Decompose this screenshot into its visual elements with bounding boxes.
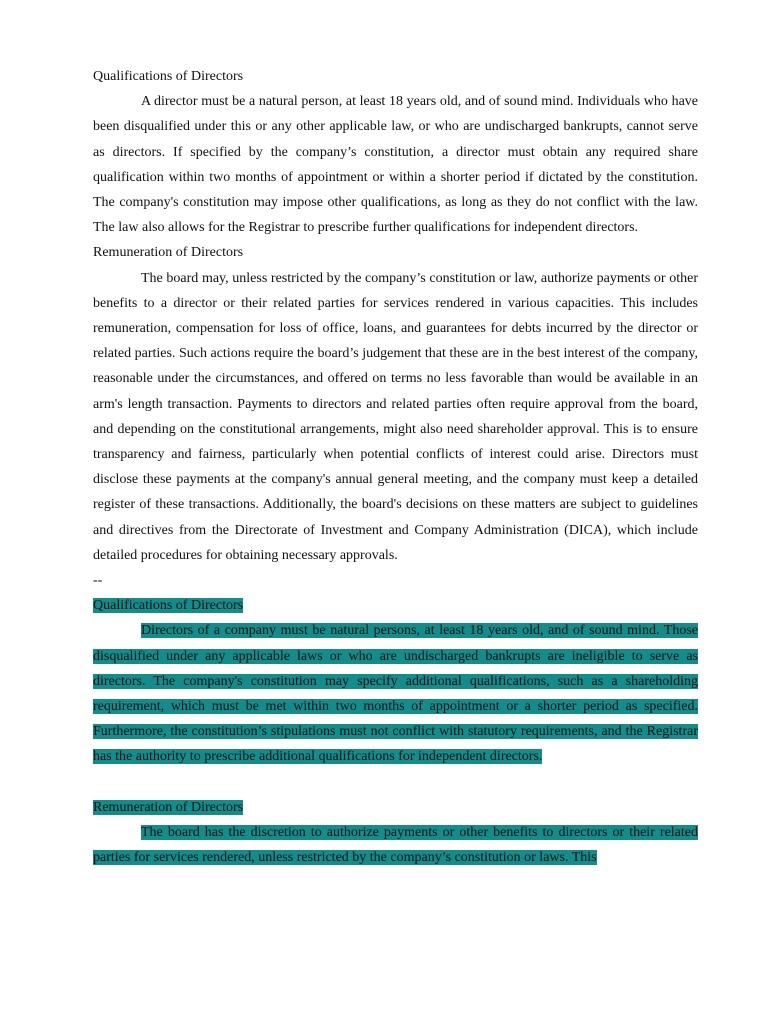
separator: -- bbox=[93, 573, 103, 589]
highlighted-paragraph-remuneration bbox=[93, 820, 698, 870]
heading-qualifications bbox=[93, 64, 698, 89]
highlighted-paragraph-qualifications bbox=[93, 618, 698, 769]
highlighted-heading-remuneration bbox=[93, 795, 698, 820]
heading-remuneration bbox=[93, 240, 698, 265]
heading-text: Remuneration of Directors bbox=[93, 245, 244, 261]
highlighted-heading-qualifications bbox=[93, 593, 698, 618]
blank-line bbox=[93, 770, 698, 795]
highlighted-heading-text: Qualifications of Directors bbox=[93, 598, 244, 614]
heading-text: Qualifications of Directors bbox=[93, 69, 244, 84]
paragraph-qualifications: A director must be a natural person, at least 18 years old, and of sound mind. Individuals who have been disqualified under this or any other applicable law, or who are undischarged bankrupts, cannot serve as directors. If specified by the company’s constitution, a director must obtain any required share qualification within two months of appointment or within a shorter period if dictated by the constitution. The company's constitution may impose other qualifications, as long as they do not conflict with the law. The law also allows for the Registrar to prescribe further qualifications for independent directors. bbox=[93, 94, 698, 236]
highlighted-paragraph-text: The board has the discretion to authorize payments or other benefits to directors or their related parties for services rendered, unless restricted by the company’s constitution or laws. This bbox=[93, 825, 698, 866]
document-page bbox=[93, 64, 698, 870]
paragraph-remuneration: The board may, unless restricted by the company’s constitution or law, authorize payments or other benefits to a director or their related parties for services rendered in various capacities. This includes remuneration, compensation for loss of office, loans, and guarantees for debts incurred by the director or related parties. Such actions require the board’s judgement that these are in the best interest of the company, reasonable under the circumstances, and offered on terms no less favorable than would be available in an arm's length transaction. Payments to directors and related parties often require approval from the board, and depending on the constitutional arrangements, might also need shareholder approval. This is to ensure transparency and fairness, particularly when potential conflicts of interest could arise. Directors must disclose these payments at the company's annual general meeting, and the company must keep a detailed register of these transactions. Additionally, the board's decisions on these matters are subject to guidelines and directives from the Directorate of Investment and Company Administration (DICA), which include detailed procedures for obtaining necessary approvals. bbox=[93, 270, 698, 563]
highlighted-paragraph-text: Directors of a company must be natural persons, at least 18 years old, and of sound mind. Those disqualified under any applicable laws or who are undischarged bankrupts are ineligible to serve as directors. The company's constitution may specify additional qualifications, such as a shareholding requirement, which must be met within two months of appointment or a shorter period as specified. Furthermore, the constitution’s stipulations must not conflict with statutory requirements, and the Registrar has the authority to prescribe additional qualifications for independent directors. bbox=[93, 623, 698, 765]
highlighted-heading-text: Remuneration of Directors bbox=[93, 799, 244, 815]
